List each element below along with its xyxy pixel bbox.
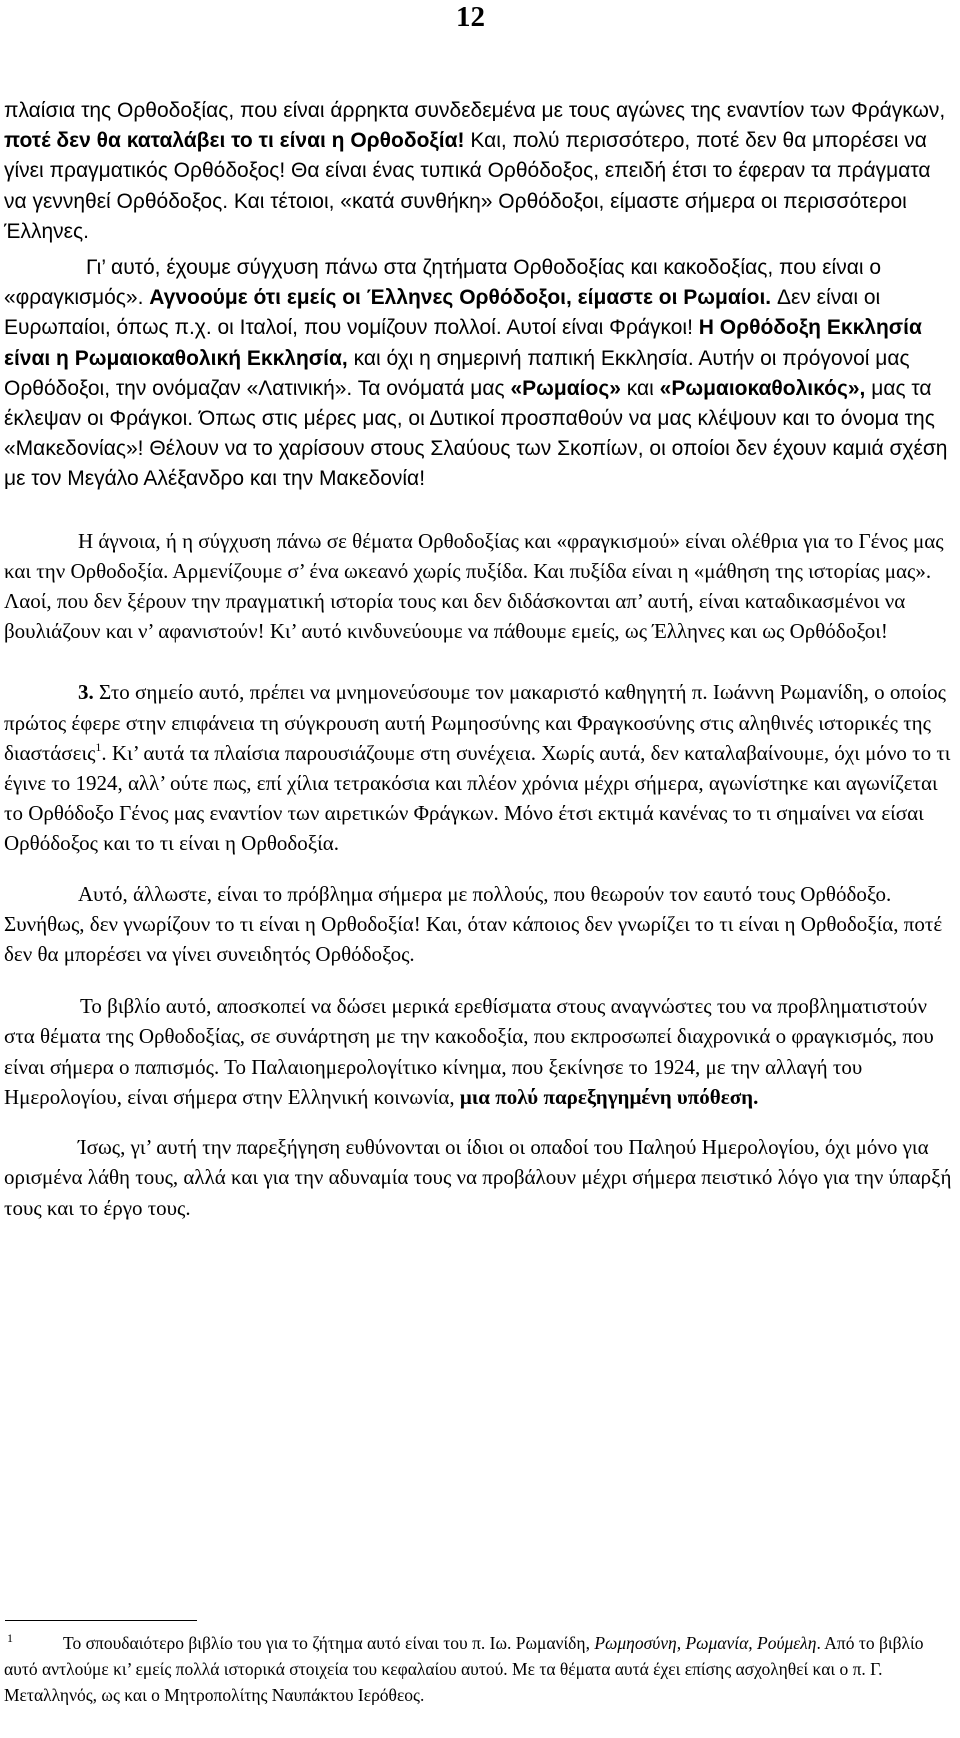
footnote-reference: 1 xyxy=(95,739,102,754)
text-run: Δεν είναι οι Ευρωπαίοι, όπως π.χ. οι Ιταλοί, που νομίζουν πολλοί. Αυτοί είναι Φράγκοι! xyxy=(4,286,881,340)
text-run: και xyxy=(620,376,660,400)
footnote-text: Το σπουδαιότερο βιβλίο του για το ζήτημα αυτό είναι του π. Ιω. Ρωμανίδη, xyxy=(63,1633,595,1653)
text-run: Το βιβλίο αυτό, αποσκοπεί να δώσει μερικά ερεθίσματα στους αναγνώστες του να προβληματιστούν στα θέματα της Ορθοδοξίας, σε συνάρτηση με την κακοδοξία, που εκπροσωπεί διαχρονικά ο φραγκισμός, που είναι σήμερα ο παπισμός. Το Παλαιοημερολογίτικο κίνημα, που ξεκίνησε το 1924, με την αλλαγή του Ημερολογίου, είναι σήμερα στην Ελληνική κοινωνία, xyxy=(4,994,934,1109)
section-number: 3. xyxy=(78,680,94,705)
paragraph-2 xyxy=(4,253,956,495)
paragraph-4 xyxy=(4,677,956,858)
emphasis: μια πολύ παρεξηγημένη υπόθεση. xyxy=(459,1084,759,1109)
emphasis: «Ρωμαιοκαθολικός», xyxy=(659,376,866,400)
page-number: 12 xyxy=(456,1,485,33)
emphasis: «Ρωμαίος» xyxy=(510,376,621,400)
footnote-separator xyxy=(5,1620,197,1621)
paragraph-7: Ίσως, γι’ αυτή την παρεξήγηση ευθύνονται οι ίδιοι οι οπαδοί του Παληού Ημερολογίου, όχι μόνο για ορισμένα λάθη τους, αλλά και για την αδυναμία τους να προβάλουν μέχρι σήμερα πειστικό λόγο για την ύπαρξή τους και το έργο τους. xyxy=(4,1135,952,1220)
emphasis: ποτέ δεν θα καταλάβει το τι είναι η Ορθοδοξία! xyxy=(4,129,465,153)
paragraph-6 xyxy=(4,991,956,1112)
footnote: 1 Το σπουδαιότερο βιβλίο του για το ζήτημα αυτό είναι του π. Ιω. Ρωμανίδη, Ρωμηοσύνη, Ρωμανία, Ρούμελη. Από το βιβλίο αυτό αντλούμε κι’ εμείς πολλά ιστορικά στοιχεία του κεφαλαίου αυτού. Με τα θέματα αυτά έχει επίσης ασχοληθεί και ο π. Γ. Μεταλληνός, ως και ο Μητροπολίτης Ναυπάκτου Ιερόθεος. xyxy=(4,1631,924,1706)
emphasis: Αγνοούμε ότι εμείς οι Έλληνες Ορθόδοξοι, είμαστε οι Ρωμαίοι. xyxy=(149,286,777,310)
text-run: πλαίσια της Ορθοδοξίας, που είναι άρρηκτα συνδεδεμένα με τους αγώνες της εναντίον των Φράγκων, xyxy=(4,99,946,122)
main-text xyxy=(4,96,956,1223)
footnote-text: . Από το βιβλίο αυτό αντλούμε κι’ εμείς πολλά ιστορικά στοιχεία του κεφαλαίου αυτού. Με τα θέματα αυτά έχει επίσης ασχοληθεί και ο π. Γ. Μεταλληνός, ως και ο Μητροπολίτης Ναυπάκτου Ιερόθεος. xyxy=(4,1633,924,1706)
text-run: Στο σημείο αυτό, πρέπει να μνημονεύσουμε τον μακαριστό καθηγητή π. Ιωάννη Ρωμανίδη, ο οποίος πρώτος έφερε στην επιφάνεια τη σύγκρουση αυτή Ρωμηοσύνης και Φραγκοσύνης στις αληθινές ιστορικές της διαστάσεις xyxy=(4,680,946,765)
emphasis: Η Ορθόδοξη Εκκλησία είναι η Ρωμαιοκαθολική Εκκλησία, xyxy=(4,316,922,370)
book-title: Ρωμηοσύνη, Ρωμανία, Ρούμελη xyxy=(594,1633,817,1653)
paragraph-1 xyxy=(4,96,956,247)
paragraph-5: Αυτό, άλλωστε, είναι το πρόβλημα σήμερα με πολλούς, που θεωρούν τον εαυτό τους Ορθόδοξο. Συνήθως, δεν γνωρίζουν το τι είναι η Ορθοδοξία! Και, όταν κάποιος δεν γνωρίζει το τι είναι η Ορθοδοξία, ποτέ δεν θα μπορέσει να γίνει συνειδητός Ορθόδοξος. xyxy=(4,881,943,967)
paragraph-3: Η άγνοια, ή η σύγχυση πάνω σε θέματα Ορθοδοξίας και «φραγκισμού» είναι ολέθρια για το Γένος μας και την Ορθοδοξία. Αρμενίζουμε σ’ ένα ωκεανό χωρίς πυξίδα. Και πυξίδα είναι η «μάθηση της ιστορίας μας». Λαοί, που δεν ξέρουν την πραγματική ιστορία τους και δεν διδάσκονται απ’ αυτή, είναι καταδικασμένοι να βουλιάζουν και ν’ αφανιστούν! Κι’ αυτό κινδυνεύουμε να πάθουμε εμείς, ως Έλληνες και ως Ορθόδοξοι! xyxy=(4,528,944,644)
text-run: Γι’ αυτό, έχουμε σύγχυση πάνω στα ζητήματα Ορθοδοξίας και κακοδοξίας, που είναι ο «φραγκισμός». xyxy=(4,256,882,310)
text-run: και όχι η σημερινή παπική Εκκλησία. Αυτήν οι πρόγονοί μας Ορθόδοξοι, την ονόμαζαν «Λατινική». Τα ονόματά μας xyxy=(4,346,910,400)
text-run: Και, πολύ περισσότερο, ποτέ δεν θα μπορέσει να γίνει πραγματικός Ορθόδοξος! Θα είναι ένας τυπικά Ορθόδοξος, επειδή έτσι το έφεραν τα πράγματα να γεννηθεί Ορθόδοξος. Και τέτοιοι, «κατά συνθήκη» Ορθόδοξοι, είμαστε σήμερα οι περισσότεροι Έλληνες. xyxy=(4,129,931,243)
text-run: μας τα έκλεψαν οι Φράγκοι. Όπως στις μέρες μας, οι Δυτικοί προσπαθούν να μας κλέψουν και το όνομα της «Μακεδονίας»! Θέλουν να το χαρίσουν στους Σλαύους των Σκοπίων, οι οποίοι δεν έχουν καμιά σχέση με τον Μεγάλο Αλέξανδρο και την Μακεδονία! xyxy=(4,376,948,491)
text-run: . Κι’ αυτά τα πλαίσια παρουσιάζουμε στη συνέχεια. Χωρίς αυτά, δεν καταλαβαίνουμε, όχι μόνο το τι έγινε το 1924, αλλ’ ούτε πως, επί χίλια τετρακόσια και πλέον χρόνια μέχρι σήμερα, αγωνίστηκε και αγωνίζεται το Ορθόδοξο Γένος μας εναντίον των αιρετικών Φράγκων. Μόνο έτσι εκτιμά κανένας το τι σημαίνει να είσαι Ορθόδοξος και το τι είναι η Ορθοδοξία. xyxy=(4,740,951,856)
